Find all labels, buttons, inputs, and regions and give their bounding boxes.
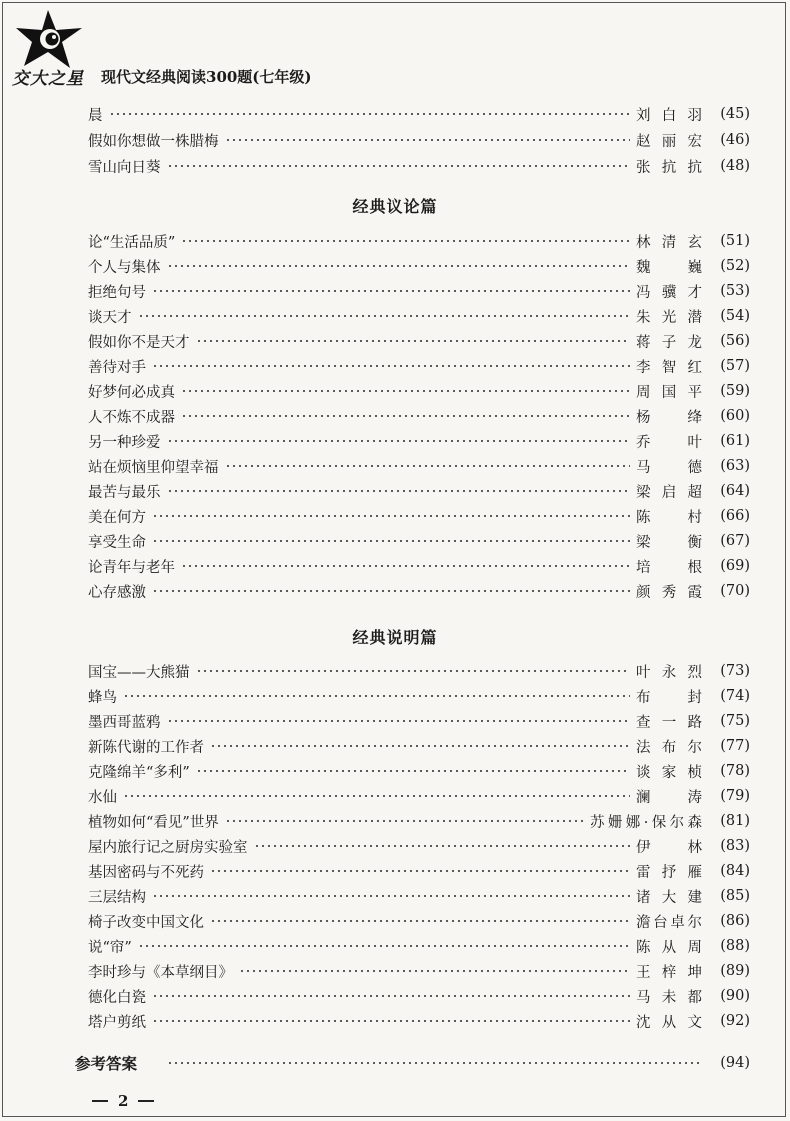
- entry-page: (84): [720, 863, 750, 879]
- toc-entry[interactable]: [88, 380, 750, 402]
- entry-author: 澜涛: [636, 789, 702, 806]
- toc-entry[interactable]: [88, 155, 750, 177]
- dot-leader: [167, 720, 631, 722]
- entry-page: (73): [720, 663, 750, 679]
- entry-author: 林清玄: [636, 234, 702, 251]
- toc-entry[interactable]: [88, 885, 750, 907]
- toc-entry[interactable]: [88, 103, 750, 125]
- entry-title: 蜂鸟: [88, 689, 117, 706]
- entry-page: (90): [720, 988, 750, 1004]
- dot-leader: [152, 540, 630, 542]
- toc-entry[interactable]: [88, 710, 750, 732]
- book-title: 现代文经典阅读300题(七年级): [101, 68, 312, 86]
- entry-author: 雷抒雁: [636, 864, 702, 881]
- entry-page: (52): [720, 258, 750, 274]
- entry-page: (79): [720, 788, 750, 804]
- toc-entry[interactable]: [88, 305, 750, 327]
- entry-page: (81): [720, 813, 750, 829]
- entry-author: 冯骥才: [636, 284, 702, 301]
- entry-author: 马德: [636, 459, 702, 476]
- entry-title: 国宝——大熊猫: [88, 664, 190, 681]
- entry-title: 论“生活品质”: [88, 234, 176, 251]
- toc-entry[interactable]: [88, 685, 750, 707]
- entry-title: 论青年与老年: [88, 559, 175, 576]
- toc-entry[interactable]: [88, 129, 750, 151]
- entry-page: (46): [720, 132, 750, 148]
- entry-title: 塔户剪纸: [88, 1014, 146, 1031]
- toc-entry[interactable]: [88, 480, 750, 502]
- entry-page: (64): [720, 483, 750, 499]
- toc-entry[interactable]: [88, 530, 750, 552]
- dot-leader: [167, 1062, 702, 1064]
- entry-page: (89): [720, 963, 750, 979]
- entry-title: 另一种珍爱: [88, 434, 161, 451]
- toc-entry[interactable]: [88, 330, 750, 352]
- entry-author: 乔叶: [636, 434, 702, 451]
- entry-title: 晨: [88, 107, 103, 124]
- section-heading: 经典说明篇: [352, 628, 438, 647]
- dot-leader: [181, 390, 630, 392]
- entry-author: 魏巍: [636, 259, 702, 276]
- entry-author: 苏姗娜·保尔森: [590, 814, 702, 831]
- entry-page: (45): [720, 106, 750, 122]
- entry-page: (88): [720, 938, 750, 954]
- dot-leader: [123, 795, 630, 797]
- entry-page: (78): [720, 763, 750, 779]
- entry-title: 新陈代谢的工作者: [88, 739, 204, 756]
- toc-entry[interactable]: [88, 230, 750, 252]
- toc-entry[interactable]: [88, 280, 750, 302]
- entry-page: (61): [720, 433, 750, 449]
- entry-page: (57): [720, 358, 750, 374]
- dot-leader: [225, 139, 631, 141]
- toc-entry[interactable]: [88, 255, 750, 277]
- page-number-value: 2: [118, 1092, 129, 1110]
- entry-title: 谈天才: [88, 309, 132, 326]
- entry-page: (59): [720, 383, 750, 399]
- entry-author: 梁衡: [636, 534, 702, 551]
- toc-entry[interactable]: [88, 430, 750, 452]
- dot-leader: [152, 995, 630, 997]
- entry-page: (54): [720, 308, 750, 324]
- toc-entry-answers[interactable]: [75, 1050, 750, 1076]
- entry-page: (60): [720, 408, 750, 424]
- entry-author: 赵丽宏: [636, 133, 702, 150]
- dot-leader: [152, 515, 630, 517]
- toc-entry[interactable]: [88, 580, 750, 602]
- entry-title: 椅子改变中国文化: [88, 914, 204, 931]
- toc-entry[interactable]: [88, 405, 750, 427]
- entry-title: 李时珍与《本草纲目》: [88, 964, 233, 981]
- entry-author: 朱光潜: [636, 309, 702, 326]
- dot-leader: [181, 240, 630, 242]
- dot-leader: [123, 695, 630, 697]
- entry-page: (67): [720, 533, 750, 549]
- dot-leader: [152, 1020, 630, 1022]
- page-number: [82, 1092, 164, 1110]
- dot-leader: [152, 290, 630, 292]
- dot-leader: [181, 415, 630, 417]
- entry-title: 屋内旅行记之厨房实验室: [88, 839, 248, 856]
- dot-leader: [225, 820, 584, 822]
- entry-title: 个人与集体: [88, 259, 161, 276]
- dot-leader: [225, 465, 631, 467]
- dot-leader: [109, 113, 631, 115]
- entry-title: 假如你想做一株腊梅: [88, 133, 219, 150]
- entry-author: 陈从周: [636, 939, 702, 956]
- entry-title: 假如你不是天才: [88, 334, 190, 351]
- entry-author: 沈从文: [636, 1014, 702, 1031]
- entry-title: 享受生命: [88, 534, 146, 551]
- entry-title: 人不炼不成器: [88, 409, 175, 426]
- entry-title: 善待对手: [88, 359, 146, 376]
- toc-entry[interactable]: [88, 760, 750, 782]
- entry-author: 马未都: [636, 989, 702, 1006]
- dot-leader: [167, 440, 631, 442]
- toc-entry[interactable]: [88, 785, 750, 807]
- entry-author: 梁启超: [636, 484, 702, 501]
- toc-entry[interactable]: [88, 935, 750, 957]
- toc-entry[interactable]: [88, 735, 750, 757]
- dot-leader: [210, 870, 630, 872]
- toc-entry[interactable]: [88, 1010, 750, 1032]
- toc-entry[interactable]: [88, 835, 750, 857]
- entry-author: 布封: [636, 689, 702, 706]
- entry-author: 蒋子龙: [636, 334, 702, 351]
- dash-left: [92, 1100, 108, 1102]
- toc-entry[interactable]: [88, 505, 750, 527]
- entry-title: 克隆绵羊“多利”: [88, 764, 190, 781]
- dot-leader: [152, 590, 630, 592]
- dash-right: [138, 1100, 154, 1102]
- entry-page: (69): [720, 558, 750, 574]
- dot-leader: [167, 265, 631, 267]
- answers-page: (94): [720, 1055, 750, 1071]
- entry-title: 水仙: [88, 789, 117, 806]
- entry-author: 法布尔: [636, 739, 702, 756]
- entry-page: (83): [720, 838, 750, 854]
- toc-entry[interactable]: [88, 910, 750, 932]
- entry-page: (86): [720, 913, 750, 929]
- toc-entry[interactable]: [88, 355, 750, 377]
- entry-author: 谈家桢: [636, 764, 702, 781]
- logo-text: 交大之星: [12, 69, 84, 89]
- entry-author: 澹台卓尔: [636, 914, 702, 931]
- entry-author: 李智红: [636, 359, 702, 376]
- entry-author: 查一路: [636, 714, 702, 731]
- entry-page: (75): [720, 713, 750, 729]
- entry-page: (48): [720, 158, 750, 174]
- dot-leader: [210, 920, 630, 922]
- entry-title: 墨西哥蓝鸦: [88, 714, 161, 731]
- entry-title: 基因密码与不死药: [88, 864, 204, 881]
- entry-title: 美在何方: [88, 509, 146, 526]
- star-eye-logo-icon: [14, 8, 86, 70]
- dot-leader: [167, 490, 631, 492]
- dot-leader: [196, 770, 630, 772]
- entry-author: 周国平: [636, 384, 702, 401]
- toc-entry[interactable]: [88, 555, 750, 577]
- entry-author: 张抗抗: [636, 159, 702, 176]
- entry-author: 培根: [636, 559, 702, 576]
- entry-page: (53): [720, 283, 750, 299]
- answers-title: 参考答案: [75, 1054, 138, 1073]
- dot-leader: [152, 365, 630, 367]
- dot-leader: [210, 745, 630, 747]
- entry-page: (70): [720, 583, 750, 599]
- entry-author: 刘白羽: [636, 107, 702, 124]
- entry-title: 好梦何必成真: [88, 384, 175, 401]
- dot-leader: [196, 340, 631, 342]
- entry-page: (56): [720, 333, 750, 349]
- entry-page: (74): [720, 688, 750, 704]
- dot-leader: [254, 845, 631, 847]
- dot-leader: [196, 670, 631, 672]
- entry-title: 德化白瓷: [88, 989, 146, 1006]
- entry-title: 站在烦恼里仰望幸福: [88, 459, 219, 476]
- entry-author: 王梓坤: [636, 964, 702, 981]
- entry-title: 拒绝句号: [88, 284, 146, 301]
- toc-entry[interactable]: [88, 660, 750, 682]
- entry-page: (92): [720, 1013, 750, 1029]
- toc-entry[interactable]: [88, 985, 750, 1007]
- toc-entry[interactable]: [88, 960, 750, 982]
- dot-leader: [167, 165, 631, 167]
- entry-title: 最苦与最乐: [88, 484, 161, 501]
- entry-title: 三层结构: [88, 889, 146, 906]
- entry-page: (51): [720, 233, 750, 249]
- entry-author: 颜秀霞: [636, 584, 702, 601]
- dot-leader: [152, 895, 630, 897]
- entry-page: (66): [720, 508, 750, 524]
- entry-title: 心存感激: [88, 584, 146, 601]
- page-header: [0, 0, 790, 95]
- entry-author: 杨绛: [636, 409, 702, 426]
- dot-leader: [138, 945, 630, 947]
- entry-author: 诸大建: [636, 889, 702, 906]
- toc-entry[interactable]: [88, 810, 750, 832]
- toc-entry[interactable]: [88, 860, 750, 882]
- entry-page: (77): [720, 738, 750, 754]
- entry-title: 说“帘”: [88, 939, 132, 956]
- entry-title: 植物如何“看见”世界: [88, 814, 219, 831]
- dot-leader: [239, 970, 630, 972]
- entry-title: 雪山向日葵: [88, 159, 161, 176]
- entry-page: (85): [720, 888, 750, 904]
- entry-author: 伊林: [636, 839, 702, 856]
- entry-author: 叶永烈: [636, 664, 702, 681]
- entry-page: (63): [720, 458, 750, 474]
- dot-leader: [138, 315, 631, 317]
- section-heading: 经典议论篇: [352, 197, 438, 216]
- toc-entry[interactable]: [88, 455, 750, 477]
- dot-leader: [181, 565, 630, 567]
- entry-author: 陈村: [636, 509, 702, 526]
